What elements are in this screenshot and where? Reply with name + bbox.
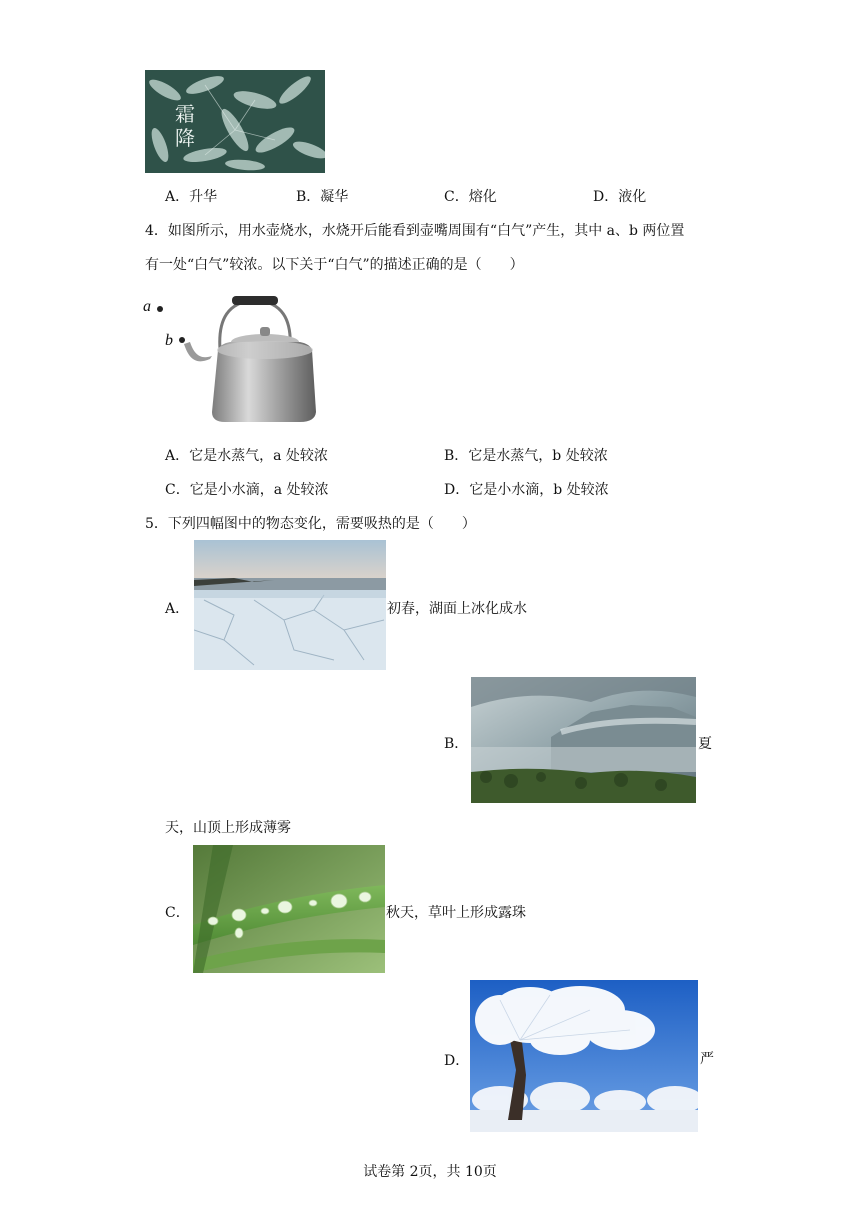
q5-stem: 5．下列四幅图中的物态变化，需要吸热的是（ ） — [145, 516, 476, 532]
q4-option-c: C．它是小水滴，a 处较浓 — [165, 482, 329, 498]
q5-option-d-label: D． — [444, 1053, 470, 1069]
q5-option-d-text: 严 — [700, 1051, 714, 1067]
q5-option-a-label: A． — [165, 601, 190, 617]
mountain-fog-image — [471, 677, 696, 803]
q4-option-a: A．它是水蒸气，a 处较浓 — [165, 448, 328, 464]
page-footer: 试卷第 2页，共 10页 — [363, 1164, 497, 1180]
q3-option-b: B．凝华 — [296, 189, 349, 205]
q5-option-b-text: 夏 — [698, 736, 712, 752]
frost-caption-2: 降 — [175, 126, 195, 150]
kettle-figure — [140, 292, 320, 427]
q4-option-b: B．它是水蒸气，b 处较浓 — [444, 448, 608, 464]
q5-option-c-label: C． — [165, 905, 190, 921]
rime-tree-image — [470, 980, 698, 1132]
q3-option-a: A．升华 — [165, 189, 218, 205]
label-a: a — [143, 298, 151, 315]
frost-caption-1: 霜 — [175, 102, 195, 126]
q5-option-a-text: 初春，湖面上冰化成水 — [387, 601, 527, 617]
q3-option-d: D．液化 — [593, 189, 647, 205]
frost-leaves-image — [145, 70, 325, 173]
q4-stem-line2: 有一处“白气”较浓。以下关于“白气”的描述正确的是（ ） — [145, 257, 524, 273]
point-a-dot — [157, 306, 163, 312]
dew-grass-image — [193, 845, 385, 973]
q4-option-d: D．它是小水滴，b 处较浓 — [444, 482, 609, 498]
ice-lake-image — [194, 540, 386, 670]
q5-option-c-text: 秋天，草叶上形成露珠 — [386, 905, 526, 921]
label-b: b — [165, 332, 173, 349]
q5-option-b-text-cont: 天，山顶上形成薄雾 — [165, 820, 291, 836]
q4-stem-line1: 4．如图所示，用水壶烧水，水烧开后能看到壶嘴周围有“白气”产生，其中 a、b 两位置 — [145, 223, 685, 239]
q5-option-b-label: B． — [444, 736, 469, 752]
q3-option-c: C．熔化 — [444, 189, 497, 205]
